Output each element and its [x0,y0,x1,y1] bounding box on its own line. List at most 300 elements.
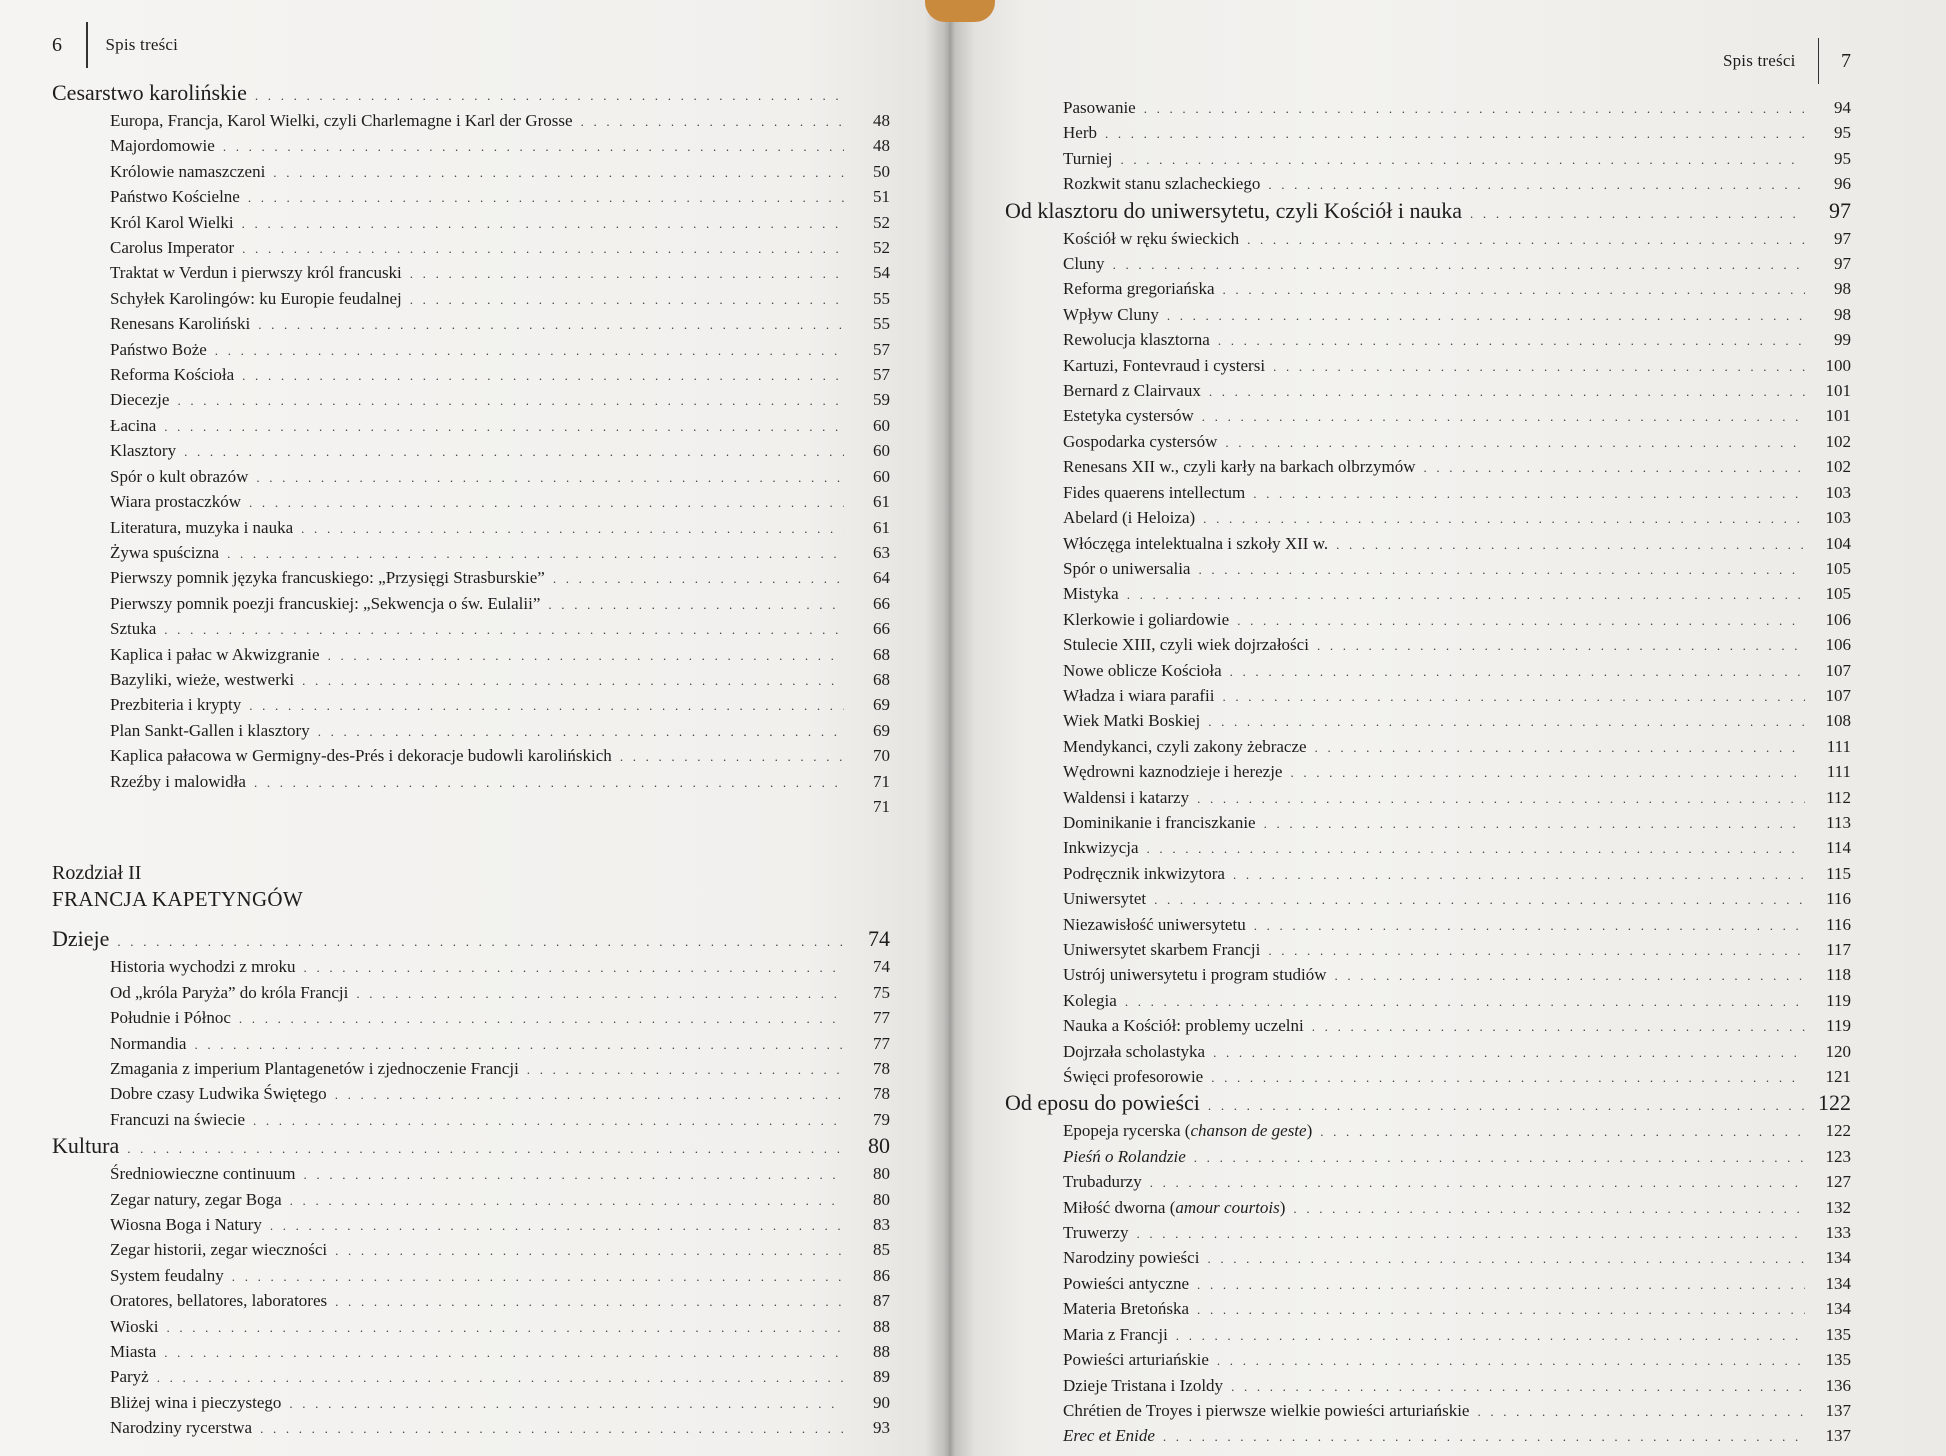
toc-entry-page: 48 [873,136,890,156]
dot-leader [1477,1400,1805,1424]
toc-entry-page: 95 [1834,148,1851,168]
toc-entry-page: 115 [1826,863,1851,883]
dot-leader [227,542,844,566]
toc-entry-label: Gospodarka cystersów [1063,431,1218,451]
toc-entry-page: 116 [1826,889,1851,909]
toc-entry-page: 80 [873,1164,890,1184]
toc-entry-label: Rozkwit stanu szlacheckiego [1063,174,1261,194]
toc-entry-page: 90 [873,1392,890,1412]
toc-entry-page: 103 [1825,508,1851,528]
dot-leader [1203,507,1805,531]
dot-leader [1194,1146,1805,1170]
toc-entry-page: 88 [873,1316,890,1336]
toc-entry-label: Plan Sankt-Gallen i klasztory [110,720,310,740]
toc-entry-page: 118 [1826,965,1851,985]
toc-entry-label: Mendykanci, czyli zakony żebracze [1063,736,1307,756]
toc-entry-label: Narodziny rycerstwa [110,1418,253,1438]
toc-entry [1005,811,1851,836]
toc-entry-label: Truwerzy [1063,1223,1129,1243]
dot-leader [1208,1093,1805,1119]
toc-entry [1005,430,1851,455]
toc-entry-page: 136 [1825,1375,1851,1395]
toc-entry [1005,760,1851,785]
toc-entry [52,541,890,566]
toc-entry-page: 87 [873,1291,890,1311]
toc-entry-label: Król Karol Wielki [110,212,234,232]
toc-entry [52,1289,890,1314]
dot-leader [1470,201,1805,227]
toc-entry [52,1340,890,1365]
dot-leader [1127,583,1805,607]
toc-entry-label: System feudalny [110,1265,224,1285]
toc-entry [52,719,890,744]
dot-leader [1334,964,1805,988]
dot-leader [1208,710,1805,734]
toc-entry-label: Wiara prostaczków [110,492,242,512]
toc-entry [1005,963,1851,988]
toc-entry-page: 55 [873,314,890,334]
toc-entry-page: 111 [1826,762,1851,782]
toc-entry [1005,506,1851,531]
toc-entry [52,465,890,490]
toc-entry [1005,913,1851,938]
toc-entry-page: 108 [1825,711,1851,731]
toc-entry-label: Święci profesorowie [1063,1067,1204,1087]
toc-entry-page: 119 [1826,1016,1851,1036]
toc-entry-page: 97 [1834,254,1851,274]
toc-entry-page: 68 [873,644,890,664]
toc-entry-label: Państwo Kościelne [110,187,240,207]
left-page-header [52,22,890,68]
toc-entry-label: Średniowieczne continuum [110,1164,296,1184]
dot-leader [215,339,844,363]
toc-entry [52,287,890,312]
dot-leader [256,466,844,490]
toc-entry [52,981,890,1006]
dot-leader [620,745,844,769]
dot-leader [255,83,844,109]
toc-entry [1005,1246,1851,1271]
toc-entry-page: 134 [1825,1299,1851,1319]
toc-entry-label: Spór o uniwersalia [1063,558,1191,578]
dot-leader [127,1136,844,1162]
dot-leader [1336,533,1805,557]
toc-entry-label: Reforma gregoriańska [1063,279,1215,299]
toc-entry [52,1416,890,1441]
toc-entry [52,388,890,413]
toc-entry-page: 63 [873,542,890,562]
toc-entry-label: Reforma Kościoła [110,365,235,385]
dot-leader [1213,1041,1805,1065]
dot-leader [1237,609,1805,633]
toc-entry [52,211,890,236]
toc-entry [1005,684,1851,709]
toc-entry-page: 61 [873,492,890,512]
toc-entry-page: 60 [873,415,890,435]
toc-entry [1005,227,1851,252]
toc-entry [1005,557,1851,582]
toc-entry-page: 120 [1825,1041,1851,1061]
toc-entry-page: 96 [1834,174,1851,194]
toc-entry-label: Wioski [110,1316,159,1336]
toc-entry-label: Dobre czasy Ludwika Świętego [110,1084,327,1104]
toc-entry-label: Majordomowie [110,136,215,156]
toc-entry-page: 64 [873,568,890,588]
toc-entry-page: 66 [873,593,890,613]
toc-entry-page: 61 [873,517,890,537]
dot-leader [1197,1273,1805,1297]
toc-entry [1005,938,1851,963]
toc-entry-label: Cluny [1063,254,1105,274]
toc-entry-page: 107 [1825,685,1851,705]
toc-entry-page: 112 [1826,787,1851,807]
toc-entry-page: 52 [873,212,890,232]
toc-entry-label: Rewolucja klasztorna [1063,330,1210,350]
toc-entry-page: 68 [873,669,890,689]
toc-entry-page: 116 [1826,914,1851,934]
toc-entry-label: Wiek Matki Boskiej [1063,711,1201,731]
dot-leader [270,1214,844,1238]
toc-entry-page: 94 [1834,98,1851,117]
toc-entry [52,134,890,159]
toc-entry-label: Nauka a Kościół: problemy uczelni [1063,1016,1304,1036]
dot-leader [1113,253,1805,277]
toc-entry [1005,147,1851,172]
toc-entry-label: Stulecie XIII, czyli wiek dojrzałości [1063,635,1309,655]
dot-leader [1176,1324,1805,1348]
toc-entry-label: Uniwersytet skarbem Francji [1063,940,1261,959]
dot-leader [117,929,844,955]
dot-leader [1202,405,1805,429]
toc-entry-page: 83 [873,1215,890,1235]
toc-entry [1005,582,1851,607]
toc-entry [1005,1170,1851,1195]
toc-entry [1005,1145,1851,1170]
toc-entry-label: Herb [1063,123,1097,143]
dot-leader [410,262,844,286]
right-page-header [1005,38,1851,84]
toc-entry [1005,303,1851,328]
toc-entry-label: Miasta [110,1342,157,1362]
toc-entry-page: 134 [1825,1248,1851,1268]
toc-entry-list [1005,1119,1851,1449]
toc-entry-label: Dojrzała scholastyka [1063,1041,1206,1061]
dot-leader [1320,1120,1805,1144]
toc-entry-page: 102 [1825,431,1851,451]
dot-leader [328,644,844,668]
toc-entry [52,770,890,795]
toc-entry-page: 57 [873,339,890,359]
dot-leader [527,1058,844,1082]
running-head: Spis treści [105,35,179,54]
toc-entry-label: Klerkowie i goliardowie [1063,609,1230,629]
toc-entry-page: 103 [1825,482,1851,502]
toc-entry [52,439,890,464]
toc-entry [1005,1374,1851,1399]
toc-entry-page: 78 [873,1059,890,1078]
dot-leader [1218,329,1805,353]
toc-entry [52,312,890,337]
toc-entry-label: Pierwszy pomnik języka francuskiego: „Przysięgi Strasburskie” [110,568,545,588]
dot-leader [248,186,844,210]
dot-leader [242,212,844,236]
toc-entry [1005,709,1851,734]
toc-entry-label: Mistyka [1063,584,1119,604]
toc-entry-label: Traktat w Verdun i pierwszy król francuski [110,263,402,283]
toc-entry [52,160,890,185]
toc-entry-page: 137 [1825,1400,1851,1420]
toc-entry-label: Chrétien de Troyes i pierwsze wielkie powieści arturiańskie [1063,1400,1470,1420]
toc-entry-page: 70 [873,746,890,766]
toc-entry-label: Normandia [110,1033,187,1053]
toc-entry [1005,328,1851,353]
dot-leader [1147,837,1805,861]
toc-entry [1005,277,1851,302]
dot-leader [1230,660,1805,684]
toc-entry-label: Prezbiteria i krypty [110,695,242,715]
toc-entry-label: Dzieje Tristana i Izoldy [1063,1375,1224,1395]
toc-entry-page: 69 [873,695,890,715]
toc-entry [1005,96,1851,121]
toc-entry-label: Ustrój uniwersytetu i program studiów [1063,965,1327,985]
dot-leader [1268,939,1805,963]
toc-entry-label: Południe i Północ [110,1008,231,1028]
toc-entry [1005,1040,1851,1065]
toc-entry-page: 89 [873,1367,890,1387]
toc-entry-page: 122 [1825,1121,1851,1141]
right-toc [1005,96,1851,1450]
toc-section-heading: Od eposu do powieści . . . 122 [1005,1090,1851,1119]
toc-entry-label: Literatura, muzyka i nauka [110,517,294,537]
toc-entry [1005,1065,1851,1090]
toc-entry [52,1315,890,1340]
dot-leader [249,491,844,515]
toc-section-heading: Dzieje . . . 74 [52,926,890,955]
toc-entry-label: Włóczęga intelektualna i szkoły XII w. [1063,533,1329,553]
toc-entry [52,363,890,388]
toc-entry [52,1057,890,1082]
toc-entry [52,338,890,363]
toc-entry [52,1006,890,1031]
toc-entry-page: 114 [1826,838,1851,858]
dot-leader [304,1163,844,1187]
toc-entry-page: 75 [873,982,890,1002]
chapter-title: FRANCJA KAPETYNGÓW [52,887,304,912]
dot-leader [1197,1298,1805,1322]
dot-leader [1209,380,1805,404]
toc-entry [52,744,890,769]
toc-entry-label: Bernard z Clairvaux [1063,381,1201,401]
toc-entry-page: 77 [873,1008,890,1028]
dot-leader [1120,148,1805,172]
dot-leader [1167,304,1805,328]
right-page [945,0,1946,1456]
toc-entry-page: 97 [1834,228,1851,248]
toc-entry-page: 117 [1826,940,1851,959]
toc-entry-label: Władza i wiara parafii [1063,685,1215,705]
dot-leader [1105,122,1805,146]
toc-entry-page: 127 [1825,1172,1851,1192]
dot-leader [177,389,844,413]
toc-entry-page: 95 [1834,123,1851,143]
dot-leader [1197,787,1805,811]
toc-entry-page: 105 [1825,558,1851,578]
dot-leader [356,982,844,1006]
dot-leader [1423,456,1805,480]
toc-entry-page: 104 [1825,533,1851,553]
toc-entry [1005,404,1851,429]
dot-leader [242,364,844,388]
toc-entry-label: Fides quaerens intellectum [1063,482,1246,502]
toc-entry-label: Diecezje [110,390,170,410]
toc-section-heading: Cesarstwo karolińskie . . . [52,80,890,109]
dot-leader [1231,1375,1805,1399]
toc-entry-label: Wiosna Boga i Natury [110,1215,262,1235]
dot-leader [157,1366,844,1390]
toc-entry-label: Renesans Karoliński [110,314,251,334]
dot-leader [1211,1066,1805,1090]
toc-entry-label: Paryż [110,1367,149,1387]
toc-entry-label: Podręcznik inkwizytora [1063,863,1225,883]
dot-leader [232,1265,844,1289]
toc-entry-page: 119 [1826,990,1851,1010]
toc-entry [52,1213,890,1238]
left-toc [52,80,890,1442]
toc-entry [1005,252,1851,277]
dot-leader [302,669,844,693]
dot-leader [1144,97,1805,121]
toc-entry-label: Nowe oblicze Kościoła [1063,660,1222,680]
dot-leader [1225,431,1805,455]
toc-entry-label: Materia Bretońska [1063,1299,1190,1319]
dot-leader [335,1239,844,1263]
dot-leader [1223,278,1805,302]
toc-entry-label: Sztuka [110,619,157,639]
dot-leader [581,110,844,134]
toc-entry-label: Narodziny powieści [1063,1248,1200,1268]
dot-leader [164,415,844,439]
toc-entry-page: 60 [873,441,890,461]
dot-leader [1317,634,1805,658]
dot-leader [1290,761,1805,785]
dot-leader [1136,1222,1805,1246]
toc-entry [52,1108,890,1133]
dot-leader [301,517,844,541]
dot-leader [260,1417,844,1441]
dot-leader [1150,1171,1805,1195]
toc-entry [1005,172,1851,197]
header-rule [1818,38,1820,84]
toc-entry [1005,354,1851,379]
toc-entry [52,185,890,210]
toc-entry [52,1162,890,1187]
dot-leader [239,1007,844,1031]
dot-leader [254,771,844,795]
dot-leader [1217,1349,1805,1373]
toc-entry [52,1264,890,1289]
dot-leader [1293,1197,1805,1221]
toc-entry [1005,1119,1851,1144]
toc-entry-page: 123 [1825,1146,1851,1166]
toc-entry-label: Żywa spuścizna [110,542,220,562]
toc-entry-list [1005,227,1851,1091]
toc-entry-page: 57 [873,365,890,385]
toc-entry [1005,1323,1851,1348]
toc-entry-page: 132 [1825,1197,1851,1217]
toc-entry [52,1032,890,1057]
toc-entry-page: 79 [873,1109,890,1129]
dot-leader [1273,355,1805,379]
toc-entry [52,1365,890,1390]
toc-entry-label: Łacina [110,415,157,435]
toc-entry-label: Kaplica i pałac w Akwizgranie [110,644,320,664]
dot-leader [1264,812,1805,836]
toc-entry [1005,121,1851,146]
dot-leader [1268,173,1805,197]
toc-entry [52,261,890,286]
toc-entry-page: 66 [873,619,890,639]
toc-entry [1005,862,1851,887]
toc-entry-label: Erec et Enide [1063,1426,1155,1446]
toc-entry-page: 50 [873,161,890,181]
toc-entry-page: 69 [873,720,890,740]
dot-leader [553,567,844,591]
toc-entry-label: Wędrowni kaznodzieje i herezje [1063,762,1283,782]
toc-entry-page: 71 [873,771,890,791]
toc-entry-label: Historia wychodzi z mroku [110,957,296,977]
toc-entry-label: Kolegia [1063,990,1117,1010]
toc-entry [52,643,890,668]
toc-entry [1005,1014,1851,1039]
toc-entry [1005,455,1851,480]
background-strip [925,0,995,22]
toc-entry-page: 101 [1825,381,1851,401]
dot-leader [258,313,844,337]
toc-entry-page: 54 [873,263,890,283]
toc-entry-label: Waldensi i katarzy [1063,787,1190,807]
toc-entry-page: 99 [1834,330,1851,350]
toc-entry-page: 78 [873,1084,890,1104]
toc-entry-page: 106 [1825,635,1851,655]
toc-entry-page: 133 [1825,1223,1851,1243]
page-number: 6 [52,33,62,56]
toc-entry-label: Dominikanie i franciszkanie [1063,812,1256,832]
toc-entry [1005,1221,1851,1246]
dot-leader [1163,1425,1805,1449]
toc-entry [52,490,890,515]
dot-leader [253,1109,844,1133]
toc-entry-label: Kościół w ręku świeckich [1063,228,1240,248]
dot-leader [1223,685,1806,709]
toc-entry-page: 74 [873,957,890,977]
toc-entry-label: Bliżej wina i pieczystego [110,1392,282,1412]
toc-entry-label: Wpływ Cluny [1063,304,1159,324]
toc-entry-page: 107 [1825,660,1851,680]
dot-leader [164,1341,844,1365]
toc-entry [1005,379,1851,404]
toc-entry-list [52,1162,890,1441]
toc-entry-page: 85 [873,1240,890,1260]
dot-leader [249,694,844,718]
toc-entry-page: 121 [1825,1067,1851,1087]
dot-leader [304,956,844,980]
toc-entry [1005,887,1851,912]
dot-leader [184,440,844,464]
toc-entry-label: Od „króla Paryża” do króla Francji [110,982,349,1002]
toc-entry-label: Oratores, bellatores, laboratores [110,1291,328,1311]
toc-entry-page: 93 [873,1418,890,1438]
dot-leader [1233,863,1805,887]
